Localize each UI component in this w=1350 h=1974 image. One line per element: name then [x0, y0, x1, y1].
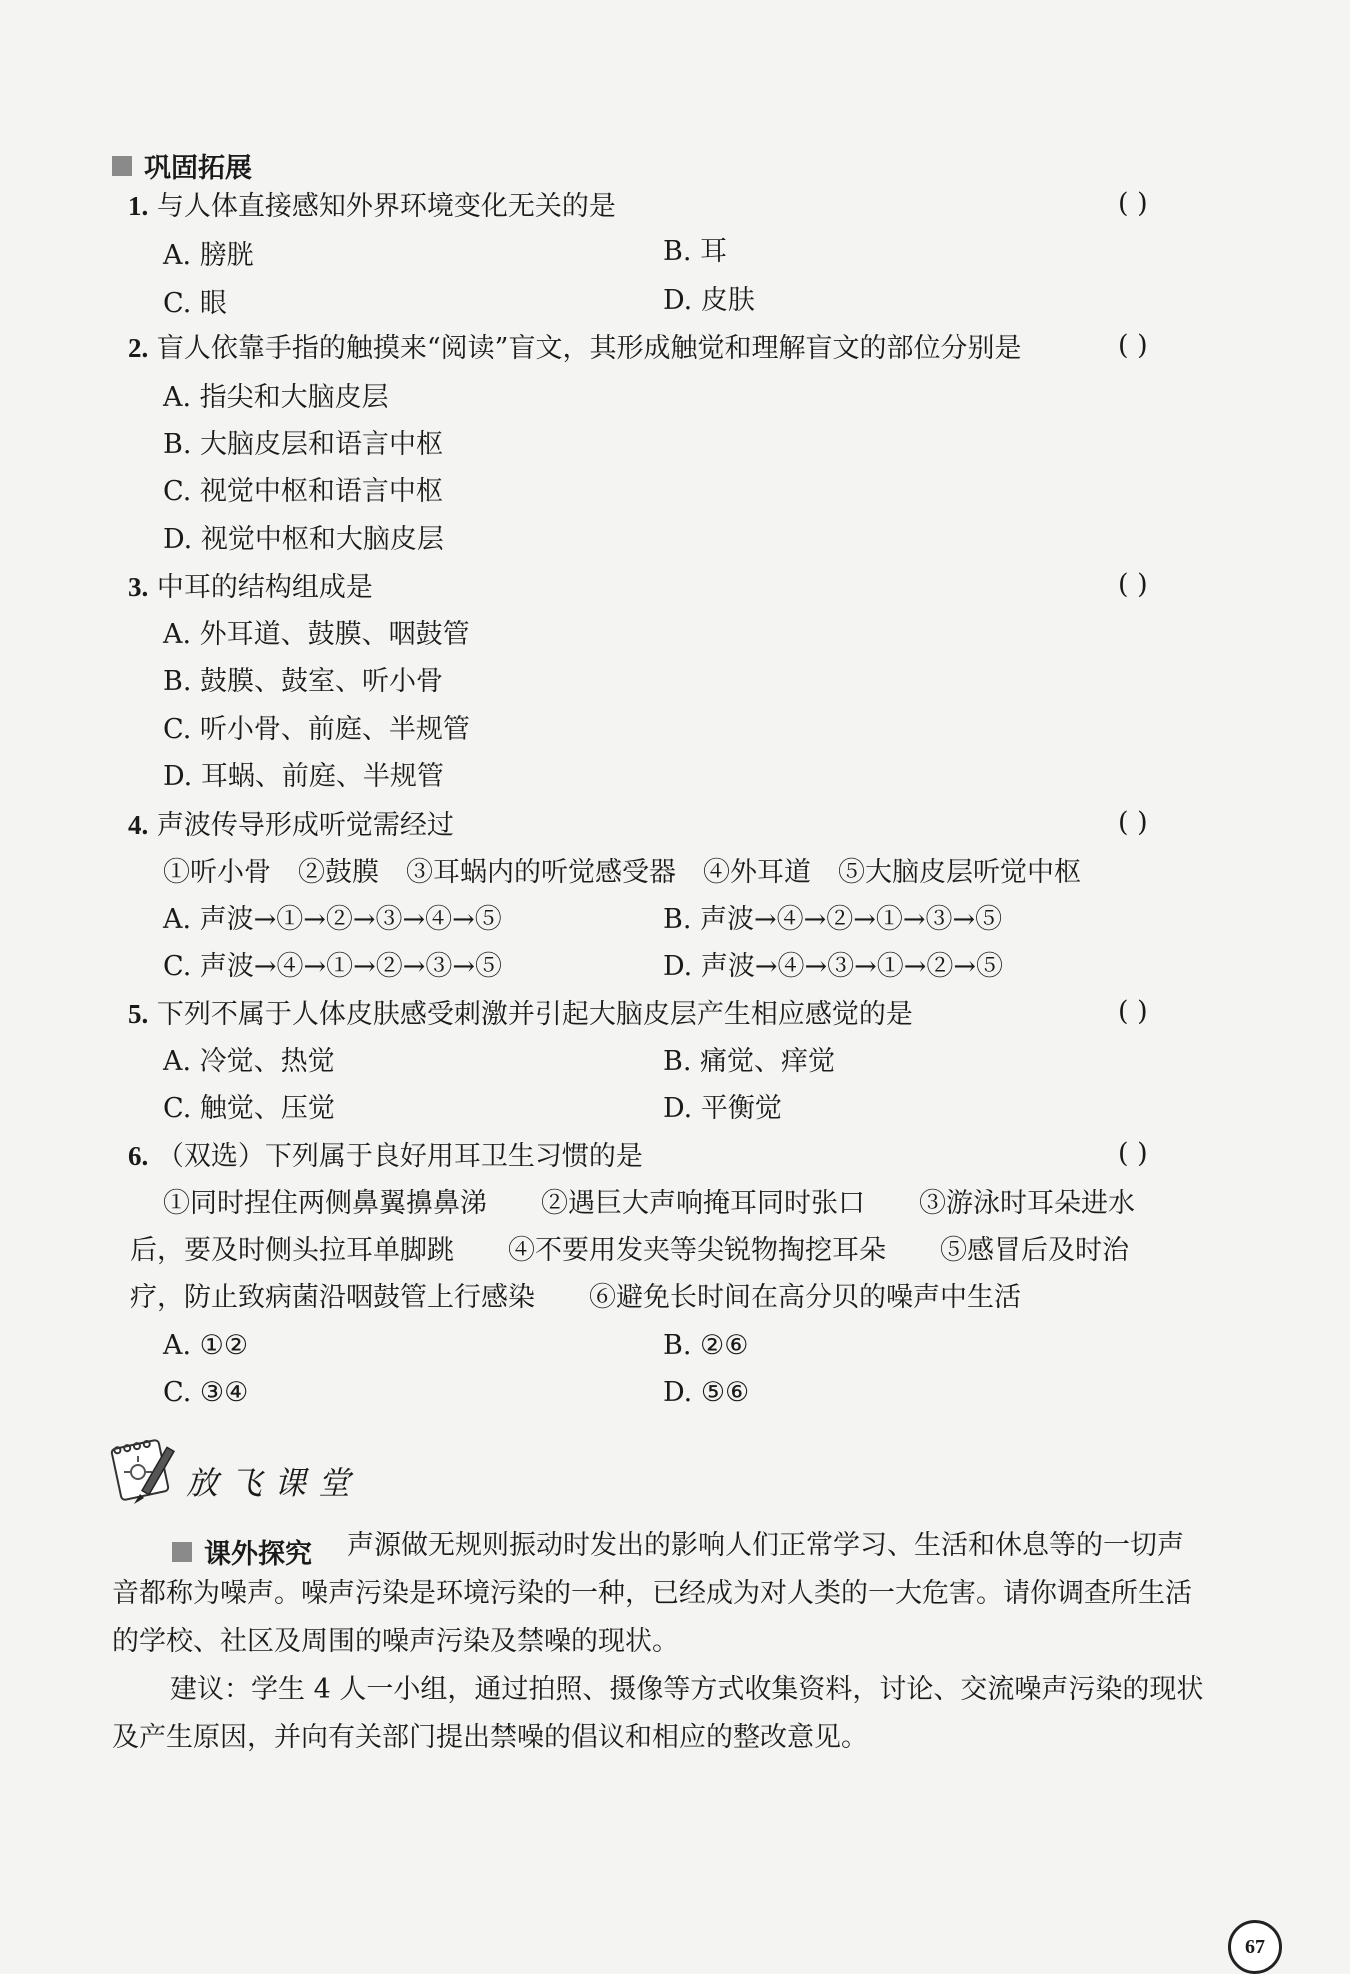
option-c: C. 眼	[163, 288, 227, 319]
square-bullet-icon	[112, 156, 132, 176]
option-b: B. 痛觉、痒觉	[663, 1046, 836, 1077]
question-3-stem: 3. 中耳的结构组成是	[128, 572, 373, 603]
page-number: 67	[1245, 1935, 1265, 1958]
option-a: A. 指尖和大脑皮层	[163, 382, 389, 413]
option-a: A. 声波→①→②→③→④→⑤	[163, 904, 502, 935]
option-b: B. ②⑥	[663, 1330, 749, 1361]
option-b: B. 鼓膜、鼓室、听小骨	[163, 666, 444, 697]
question-4-stem: 4. 声波传导形成听觉需经过	[128, 810, 454, 841]
option-b: B. 声波→④→②→①→③→⑤	[663, 904, 1003, 935]
option-d: D. 平衡觉	[663, 1093, 782, 1124]
section-title: 课外探究	[204, 1539, 312, 1570]
answer-bracket: ( )	[1118, 807, 1148, 838]
question-1-stem: 1. 与人体直接感知外界环境变化无关的是	[128, 191, 616, 222]
option-a: A. 外耳道、鼓膜、咽鼓管	[163, 619, 470, 650]
answer-bracket: ( )	[1118, 330, 1148, 361]
option-d: D. 视觉中枢和大脑皮层	[163, 524, 444, 555]
explore-paragraph-2: 建议：学生 4 人一小组，通过拍照、摄像等方式收集资料，讨论、交流噪声污染的现状及产生原因，并向有关部门提出禁噪的倡议和相应的整改意见。	[112, 1674, 1204, 1753]
option-a: A. ①②	[163, 1330, 249, 1361]
option-c: C. 触觉、压觉	[163, 1093, 335, 1124]
option-c: C. 听小骨、前庭、半规管	[163, 714, 470, 745]
option-b: B. 大脑皮层和语言中枢	[163, 429, 444, 460]
option-a: A. 膀胱	[163, 240, 254, 271]
question-6-line-1: ①同时捏住两侧鼻翼擤鼻涕 ②遇巨大声响掩耳同时张口 ③游泳时耳朵进水	[163, 1188, 1135, 1219]
option-c: C. 视觉中枢和语言中枢	[163, 476, 443, 507]
option-a: A. 冷觉、热觉	[163, 1046, 335, 1077]
question-2-stem: 2. 盲人依靠手指的触摸来“阅读”盲文，其形成触觉和理解盲文的部位分别是	[128, 333, 1022, 364]
answer-bracket: ( )	[1118, 996, 1148, 1027]
option-d: D. 皮肤	[663, 285, 755, 316]
question-5-stem: 5. 下列不属于人体皮肤感受刺激并引起大脑皮层产生相应感觉的是	[128, 999, 913, 1030]
answer-bracket: ( )	[1118, 188, 1148, 219]
answer-bracket: ( )	[1118, 1138, 1148, 1169]
question-6-line-3: 疗，防止致病菌沿咽鼓管上行感染 ⑥避免长时间在高分贝的噪声中生活	[130, 1282, 1021, 1313]
notebook-pencil-icon	[110, 1436, 190, 1506]
explore-paragraph-1: 声源做无规则振动时发出的影响人们正常学习、生活和休息等的一切声音都称为噪声。噪声污染是环境污染的一种，已经成为对人类的一大危害。请你调查所生活的学校、社区及周围的噪声污染及禁噪的现状。	[112, 1530, 1192, 1657]
page-number-badge	[1228, 1920, 1282, 1974]
banner-title: 放飞课堂	[186, 1464, 363, 1502]
option-c: C. ③④	[163, 1377, 249, 1408]
option-d: D. ⑤⑥	[663, 1377, 750, 1408]
answer-bracket: ( )	[1118, 569, 1148, 600]
option-d: D. 声波→④→③→①→②→⑤	[663, 951, 1003, 982]
option-b: B. 耳	[663, 236, 728, 267]
question-6-line-2: 后，要及时侧头拉耳单脚跳 ④不要用发夹等尖锐物掏挖耳朵 ⑤感冒后及时治	[130, 1235, 1129, 1266]
question-6-stem: 6. （双选）下列属于良好用耳卫生习惯的是	[128, 1141, 643, 1172]
section-title: 巩固拓展	[144, 153, 252, 184]
section-heading-consolidate	[112, 146, 252, 185]
option-d: D. 耳蜗、前庭、半规管	[163, 761, 444, 792]
option-c: C. 声波→④→①→②→③→⑤	[163, 951, 502, 982]
question-4-items: ①听小骨 ②鼓膜 ③耳蜗内的听觉感受器 ④外耳道 ⑤大脑皮层听觉中枢	[163, 857, 1081, 888]
